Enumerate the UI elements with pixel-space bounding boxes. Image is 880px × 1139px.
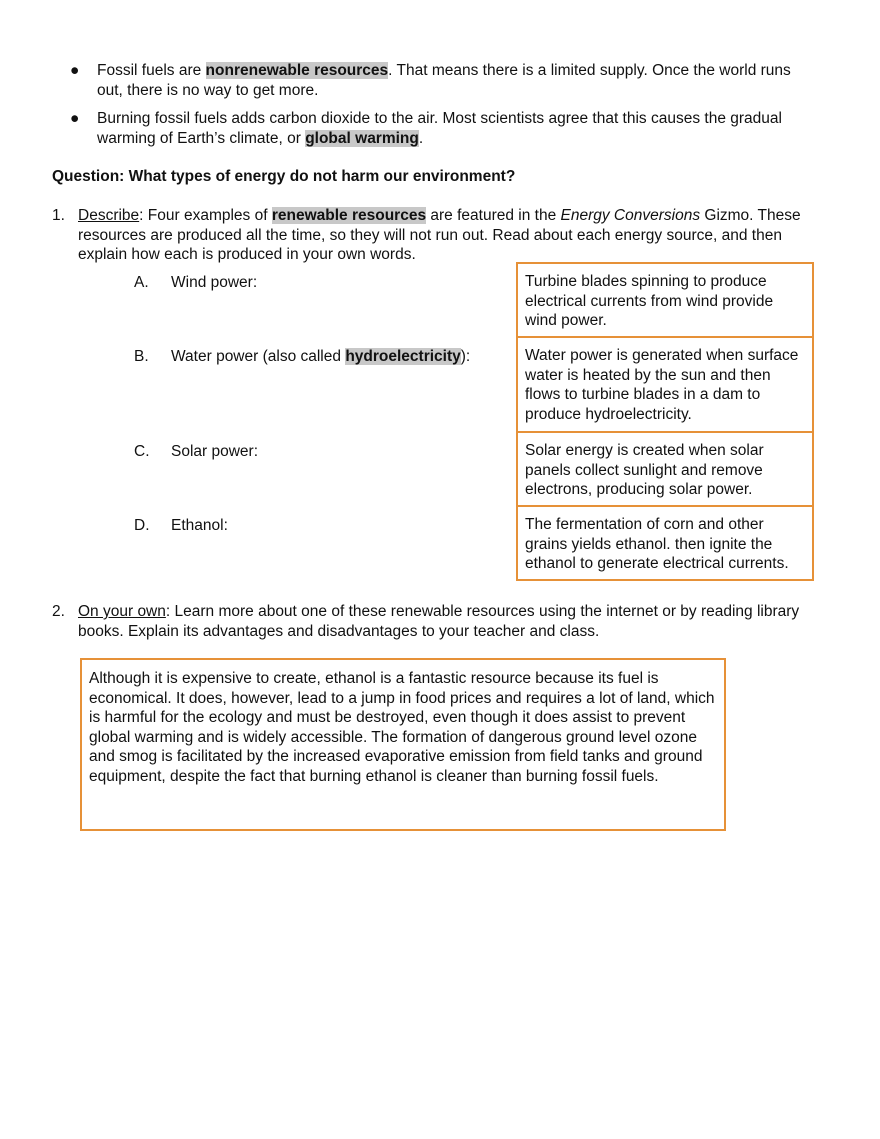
item-a-label: Wind power: bbox=[171, 274, 258, 291]
bullet-text-pre: Fossil fuels are bbox=[97, 62, 206, 79]
gizmo-name: Energy Conversions bbox=[560, 207, 701, 224]
question-1-number: 1. bbox=[52, 207, 65, 224]
bullet-text-post: . bbox=[418, 129, 424, 147]
prompt-text: : Learn more about one of these renewable resources using the internet or by reading library books. Explain its advantages and disadvantages to your teacher and class. bbox=[78, 603, 800, 640]
term-global-warming: global warming bbox=[305, 129, 419, 147]
question-2-number: 2. bbox=[52, 603, 65, 620]
item-d-label: Ethanol: bbox=[171, 517, 228, 534]
answer-box-wind-power[interactable]: Turbine blades spinning to produce electrical currents from wind provide wind power. bbox=[516, 262, 814, 338]
question-heading: Question: What types of energy do not harm our environment? bbox=[52, 168, 516, 185]
answer-box-solar-power[interactable]: Solar energy is created when solar panels collect sunlight and remove electrons, producing solar power. bbox=[516, 431, 814, 507]
answer-box-on-your-own[interactable]: Although it is expensive to create, ethanol is a fantastic resource because its fuel is economical. It does, however, lead to a jump in food prices and requires a lot of land, which is harmful for the ecology and must be destroyed, even though it does assist to prevent global warming and is widely accessible. The formation of dangerous ground level ozone and smog is facilitated by the increased evaporative emission from field tanks and ground equipment, despite the fact that burning ethanol is cleaner than burning fossil fuels. bbox=[80, 658, 726, 831]
question-1-prompt bbox=[78, 206, 823, 265]
answer-box-ethanol[interactable]: The fermentation of corn and other grains yields ethanol. then ignite the ethanol to generate electrical currents. bbox=[516, 505, 814, 581]
bullet-text-pre: Burning fossil fuels adds carbon dioxide to the air. Most scientists agree that this causes the gradual warming of Earth’s climate, or bbox=[97, 110, 782, 147]
keyword-on-your-own: On your own bbox=[78, 603, 166, 620]
term-renewable-resources: renewable resources bbox=[271, 207, 427, 224]
bullet-dot-icon: ● bbox=[70, 110, 80, 127]
term-hydroelectricity: hydroelectricity bbox=[345, 348, 461, 365]
question-2-prompt bbox=[78, 602, 823, 641]
bullet-text bbox=[97, 109, 812, 148]
item-b-label bbox=[171, 347, 470, 367]
bullet-text bbox=[97, 61, 812, 100]
prompt-text: are featured in the bbox=[426, 207, 561, 224]
bullet-dot-icon: ● bbox=[70, 62, 80, 79]
label-text: ): bbox=[460, 348, 471, 365]
item-c-letter: C. bbox=[134, 443, 150, 460]
item-a-letter: A. bbox=[134, 274, 149, 291]
bullet-text-post: . That means there is a limited supply. Once the world runs out, there is no way to get more. bbox=[97, 62, 791, 99]
label-text: Water power (also called bbox=[171, 348, 346, 365]
term-nonrenewable-resources: nonrenewable resources bbox=[205, 62, 389, 79]
prompt-text: Gizmo. These resources are produced all the time, so they will not run out. Read about each energy source, and then explain how each is produced in your own words. bbox=[78, 207, 801, 263]
item-b-letter: B. bbox=[134, 348, 149, 365]
prompt-text: : Four examples of bbox=[139, 207, 272, 224]
answer-box-water-power[interactable]: Water power is generated when surface water is heated by the sun and then flows to turbine blades in a dam to produce hydroelectricity. bbox=[516, 336, 814, 433]
keyword-describe: Describe bbox=[78, 207, 140, 224]
item-d-letter: D. bbox=[134, 517, 150, 534]
item-c-label: Solar power: bbox=[171, 443, 259, 460]
